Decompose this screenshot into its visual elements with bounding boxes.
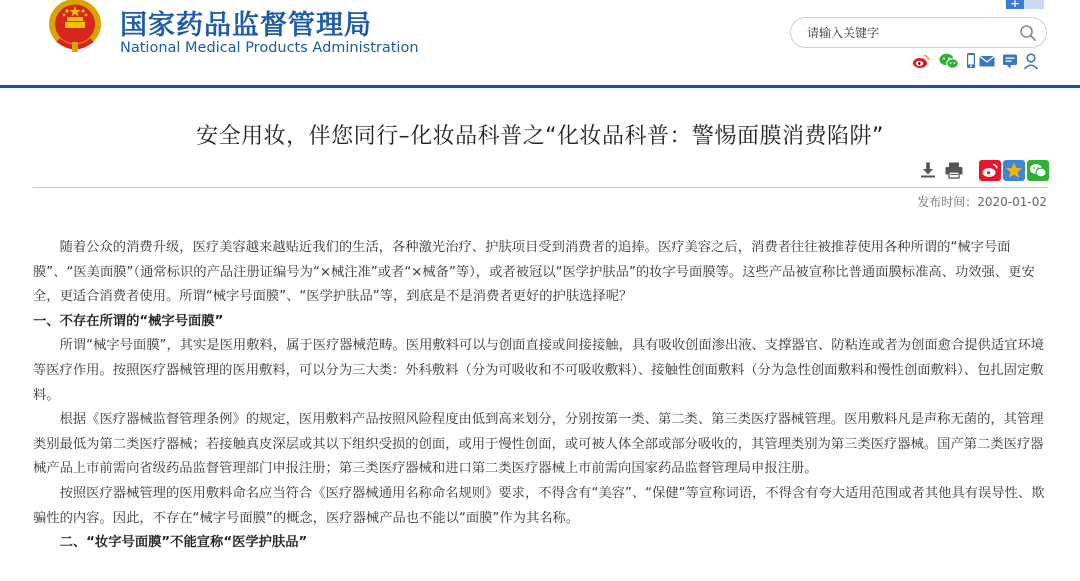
comment-icon[interactable] bbox=[1001, 52, 1019, 70]
site-title-cn[interactable]: 国家药品监督管理局 bbox=[120, 10, 372, 41]
top-tab-plus[interactable]: + bbox=[1006, 0, 1024, 9]
share-weibo-icon[interactable] bbox=[979, 160, 1001, 185]
top-tab[interactable] bbox=[1006, 0, 1044, 9]
article-paragraph: 随着公众的消费升级，医疗美容越来越贴近我们的生活，各种激光治疗、护肤项目受到消费者的追捧。医疗美容之后，消费者往往被推荐使用各种所谓的“械字号面膜”、“医美面膜”（通常标识的产品注册证编号为“×械注准”或者“×械备”等），或者被冠以“医学护肤品”的妆字号面膜等。这些产品被宣称比普通面膜标准高、功效强、更安全，更适合消费者使用。所谓“械字号面膜”、“医学护肤品”等，到底是不是消费者更好的护肤选择呢？ bbox=[33, 240, 1035, 305]
share-favorite-icon[interactable] bbox=[1003, 160, 1025, 185]
site-header bbox=[0, 0, 1080, 86]
section-heading: 二、“妆字号面膜”不能宣称“医学护肤品” bbox=[59, 535, 308, 551]
publish-date-value: 2020-01-02 bbox=[977, 195, 1047, 209]
site-title-en[interactable]: National Medical Products Administration bbox=[120, 40, 419, 56]
title-divider bbox=[33, 187, 1048, 188]
wechat-icon[interactable] bbox=[939, 52, 957, 70]
publish-date bbox=[917, 193, 1047, 210]
user-icon[interactable] bbox=[1022, 52, 1040, 70]
search-icon[interactable] bbox=[1019, 24, 1037, 42]
article-title: 安全用妆，伴您同行–化妆品科普之“化妆品科普：警惕面膜消费陷阱” bbox=[196, 124, 884, 149]
search-input[interactable] bbox=[807, 23, 1007, 43]
header-divider bbox=[0, 85, 1080, 88]
weibo-icon[interactable] bbox=[912, 52, 930, 70]
download-icon[interactable] bbox=[919, 161, 937, 183]
national-emblem-icon[interactable] bbox=[44, 0, 106, 56]
article-paragraph: 根据《医疗器械监督管理条例》的规定，医用敷料产品按照风险程度由低到高来划分，分别按第一类、第二类、第三类医疗器械管理。医用敷料凡是声称无菌的，其管理类别最低为第二类医疗器械；若接触真皮深层或其以下组织受损的创面，或用于慢性创面，或可被人体全部或部分吸收的，其管理类别为第三类医疗器械。国产第二类医疗器械产品上市前需向省级药品监督管理部门申报注册；第三类医疗器械和进口第二类医疗器械上市前需向国家药品监督管理局申报注册。 bbox=[33, 412, 1044, 477]
article-body bbox=[33, 236, 1049, 556]
search-box[interactable] bbox=[790, 17, 1047, 48]
mail-icon[interactable] bbox=[978, 52, 996, 70]
publish-date-label: 发布时间： bbox=[917, 195, 978, 209]
article-paragraph: 按照医疗器械管理的医用敷料命名应当符合《医疗器械通用名称命名规则》要求，不得含有“美容”、“保健”等宣称词语，不得含有夸大适用范围或者其他具有误导性、欺骗性的内容。因此，不存在“械字号面膜”的概念，医疗器械产品也不能以“面膜”作为其名称。 bbox=[33, 485, 1045, 526]
print-icon[interactable] bbox=[944, 161, 964, 183]
article-paragraph: 所谓“械字号面膜”，其实是医用敷料，属于医疗器械范畴。医用敷料可以与创面直接或间接接触，具有吸收创面渗出液、支撑器官、防粘连或者为创面愈合提供适宜环境等医疗作用。按照医疗器械管理的医用敷料，可以分为三大类：外科敷料（分为可吸收和不可吸收敷料）、接触性创面敷料（分为急性创面敷料和慢性创面敷料）、包扎固定敷料。 bbox=[33, 338, 1045, 403]
share-wechat-icon[interactable] bbox=[1027, 160, 1049, 185]
section-heading: 一、不存在所谓的“械字号面膜” bbox=[33, 313, 224, 329]
